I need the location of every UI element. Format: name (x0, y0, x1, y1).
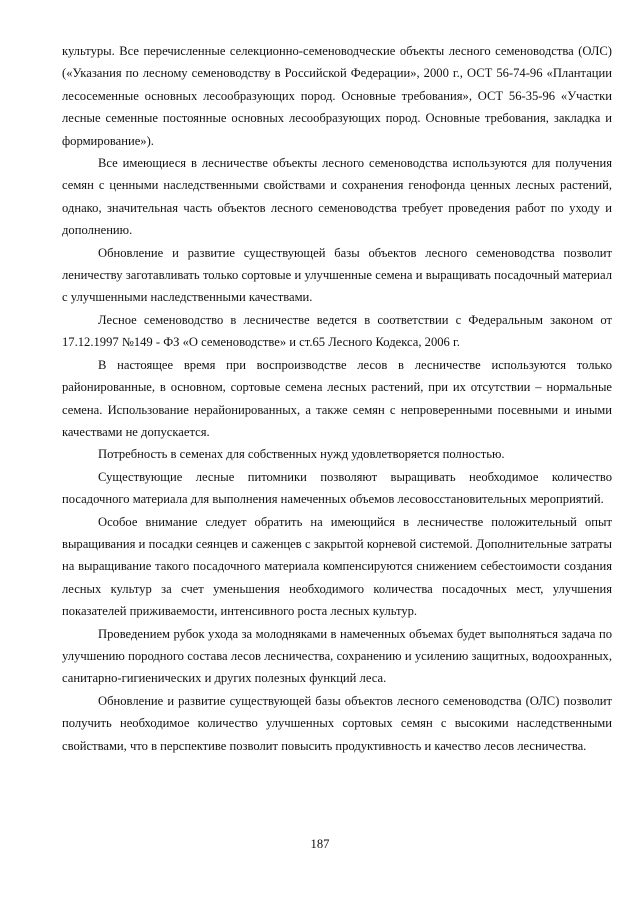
paragraph: культуры. Все перечисленные селекционно-семеноводческие объекты лесного семеноводства (ОЛС) («Указания по лесному семеноводству в Российской Федерации», 2000 г., ОСТ 56-74-96 «Плантации лесосеменные основных лесообразующих пород. Основные требования», ОСТ 56-35-96 «Участки лесные семенные постоянные основных лесообразующих пород. Основные требования, закладка и формирование»). (62, 44, 612, 148)
paragraph: Обновление и развитие существующей базы объектов лесного семеноводства (ОЛС) позволит получить необходимое количество улучшенных сортовых семян с высокими наследственными свойствами, что в перспективе позволит повысить продуктивность и качество лесов лесничества. (62, 693, 612, 753)
document-body (62, 40, 612, 757)
paragraph: Проведением рубок ухода за молодняками в намеченных объемах будет выполняться задача по улучшению породного состава лесов лесничества, сохранению и усилению защитных, водоохранных, санитарно-гигиенических и других полезных функций леса. (62, 626, 612, 686)
page-number: 187 (310, 837, 330, 851)
paragraph: Особое внимание следует обратить на имеющийся в лесничестве положительный опыт выращивания и посадки сеянцев и саженцев с закрытой корневой системой. Дополнительные затраты на выращивание такого посадочного материала компенсируются снижением себестоимости создания лесных культур за счет уменьшения необходимого количества посадочных мест, улучшения показателей приживаемости, интенсивного роста лесных культур. (62, 514, 612, 619)
paragraph: Обновление и развитие существующей базы объектов лесного семеноводства позволит леничеству заготавливать только сортовые и улучшенные семена и выращивать посадочный материал с улучшенными наследственными качествами. (62, 245, 612, 305)
paragraph: В настоящее время при воспроизводстве лесов в лесничестве используются только районированные, в основном, сортовые семена лесных растений, при их отсутствии – нормальные семена. Использование нерайонированных, а также семян с непроверенными посевными и иными качествами не допускается. (62, 357, 612, 439)
paragraph: Лесное семеноводство в лесничестве ведется в соответствии с Федеральным законом от 17.12.1997 №149 - ФЗ «О семеноводстве» и ст.65 Лесного Кодекса, 2006 г. (62, 312, 612, 350)
paragraph: Существующие лесные питомники позволяют выращивать необходимое количество посадочного материала для выполнения намеченных объемов лесовосстановительных мероприятий. (62, 469, 612, 507)
paragraph: Потребность в семенах для собственных нужд удовлетворяется полностью. (98, 447, 505, 462)
paragraph: Все имеющиеся в лесничестве объекты лесного семеноводства используются для получения семян с ценными наследственными свойствами и сохранения генофонда ценных лесных растений, однако, значительная часть объектов лесного семеноводства требует проведения работ по уходу и дополнению. (62, 156, 612, 238)
